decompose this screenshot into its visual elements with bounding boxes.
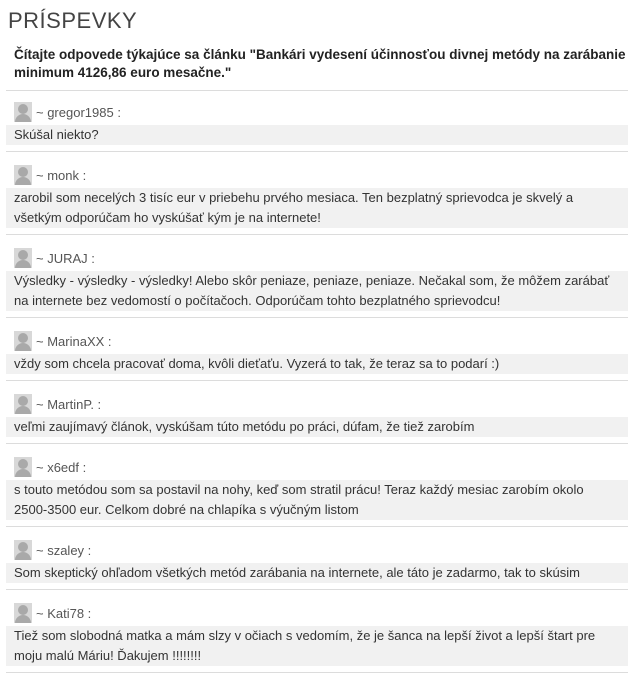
- comment-item: [6, 243, 628, 318]
- comment-author: ~ x6edf :: [36, 459, 87, 475]
- comment-author: ~ Kati78 :: [36, 605, 92, 621]
- comment-text: Som skeptický ohľadom všetkých metód zarábania na internete, ale táto je zadarmo, tak to skúsim: [6, 563, 628, 583]
- comment-item: [6, 97, 628, 152]
- comment-header: [14, 539, 628, 561]
- comment-text: Výsledky - výsledky - výsledky! Alebo skôr peniaze, peniaze, peniaze. Nečakal som, že môžem zarábať na internete bez vedomostí o počítačoch. Odporúčam tohto bezplatného sprievodcu!: [6, 271, 628, 311]
- comment-header: [14, 393, 628, 415]
- comment-header: [14, 247, 628, 269]
- comment-text: veľmi zaujímavý článok, vyskúšam túto metódu po práci, dúfam, že tiež zarobím: [6, 417, 628, 437]
- user-avatar-icon: [14, 540, 32, 560]
- comment-header: [14, 101, 628, 123]
- user-avatar-icon: [14, 331, 32, 351]
- comment-item: [6, 452, 628, 527]
- comment-item: [6, 160, 628, 235]
- comment-item: [6, 389, 628, 444]
- comment-header: [14, 602, 628, 624]
- user-avatar-icon: [14, 248, 32, 268]
- comment-item: [6, 598, 628, 673]
- comment-header: [14, 456, 628, 478]
- comment-header: [14, 330, 628, 352]
- comment-text: zarobil som necelých 3 tisíc eur v priebehu prvého mesiaca. Ten bezplatný sprievodca je skvelý a všetkým odporúčam ho vyskúšať kým je na internete!: [6, 188, 628, 228]
- comment-text: s touto metódou som sa postavil na nohy, keď som stratil prácu! Teraz každý mesiac zarobím okolo 2500-3500 eur. Celkom dobré na chlapíka s výučným listom: [6, 480, 628, 520]
- comment-author: ~ JURAJ :: [36, 250, 95, 266]
- user-avatar-icon: [14, 165, 32, 185]
- comment-author: ~ monk :: [36, 167, 87, 183]
- comment-author: ~ MartinP. :: [36, 396, 102, 412]
- comment-author: ~ szaley :: [36, 542, 92, 558]
- comment-author: ~ gregor1985 :: [36, 104, 121, 120]
- comment-item: [6, 535, 628, 590]
- user-avatar-icon: [14, 603, 32, 623]
- comment-header: [14, 164, 628, 186]
- user-avatar-icon: [14, 102, 32, 122]
- comment-item: [6, 326, 628, 381]
- comment-text: vždy som chcela pracovať doma, kvôli dieťaťu. Vyzerá to tak, že teraz sa to podarí :): [6, 354, 628, 374]
- page-title: PRÍSPEVKY: [8, 8, 138, 33]
- comment-author: ~ MarinaXX :: [36, 333, 112, 349]
- comment-text: Tiež som slobodná matka a mám slzy v očiach s vedomím, že je šanca na lepší život a lepší štart pre moju malú Máriu! Ďakujem !!!!!!!!: [6, 626, 628, 666]
- user-avatar-icon: [14, 394, 32, 414]
- comment-text: Skúšal niekto?: [6, 125, 628, 145]
- article-intro: Čítajte odpovede týkajúce sa článku "Bankári vydesení účinnosťou divnej metódy na zarábanie minimum 4126,86 euro mesačne.": [6, 46, 628, 91]
- user-avatar-icon: [14, 457, 32, 477]
